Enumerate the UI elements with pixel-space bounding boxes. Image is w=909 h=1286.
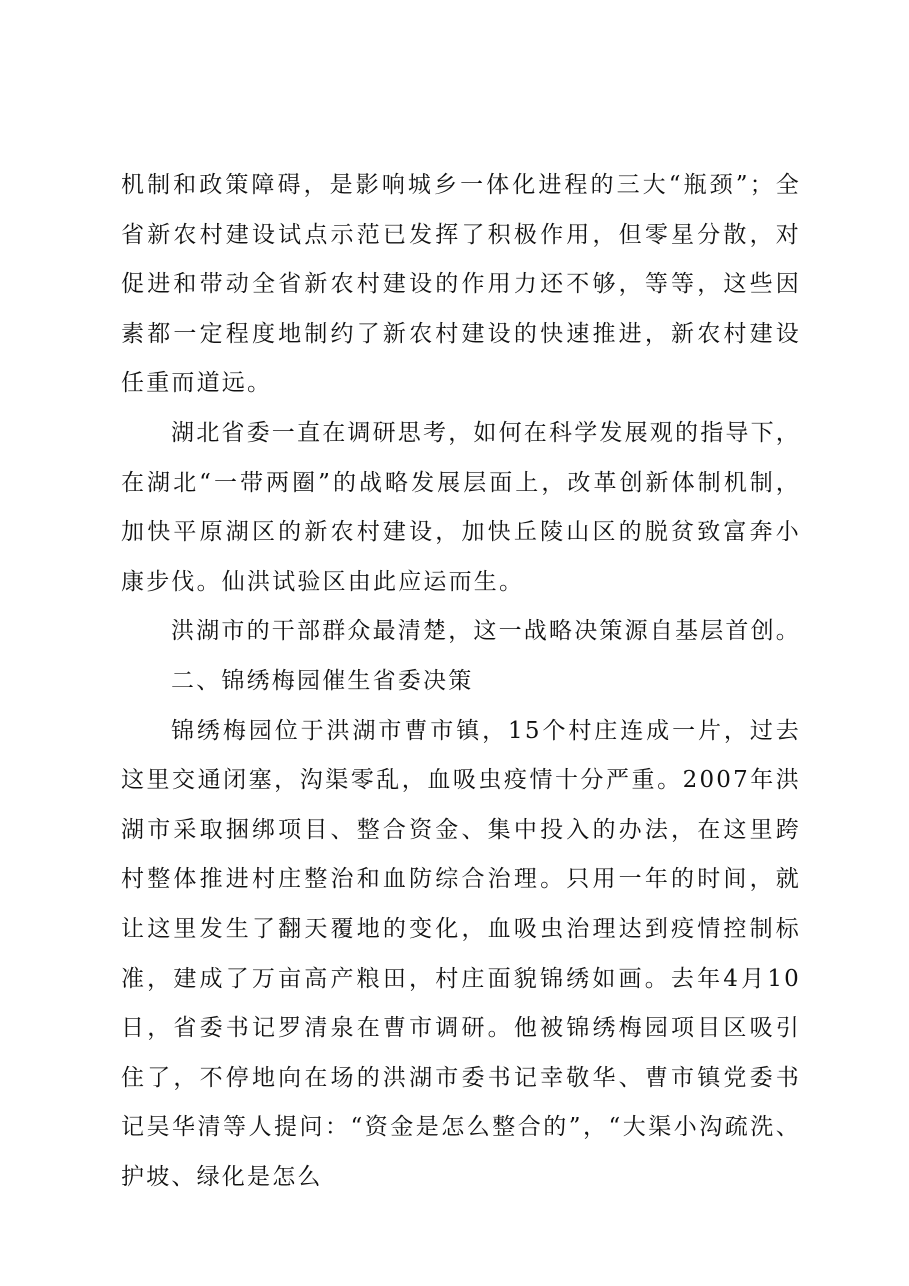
paragraph-5: 锦绣梅园位于洪湖市曹市镇，15个村庄连成一片，过去这里交通闭塞，沟渠零乱，血吸虫疫情十分严重。2007年洪湖市采取捆绑项目、整合资金、集中投入的办法，在这里跨村整体推进村庄整治和血防综合治理。只用一年的时间，就让这里发生了翻天覆地的变化，血吸虫治理达到疫情控制标准，建成了万亩高产粮田，村庄面貌锦绣如画。去年4月10日，省委书记罗清泉在曹市调研。他被锦绣梅园项目区吸引住了，不停地向在场的洪湖市委书记幸敬华、曹市镇党委书记吴华清等人提问：“资金是怎么整合的”，“大渠小沟疏洗、护坡、绿化是怎么: [121, 717, 801, 1190]
paragraph-1: 机制和政策障碍，是影响城乡一体化进程的三大“瓶颈”；全省新农村建设试点示范已发挥了积极作用，但零星分散，对促进和带动全省新农村建设的作用力还不够，等等，这些因素都一定程度地制约了新农村建设的快速推进，新农村建设任重而道远。: [121, 172, 801, 397]
section-heading: 二、锦绣梅园催生省委决策: [171, 667, 474, 694]
paragraph-2: 湖北省委一直在调研思考，如何在科学发展观的指导下，在湖北“一带两圈”的战略发展层面上，改革创新体制机制，加快平原湖区的新农村建设，加快丘陵山区的脱贫致富奔小康步伐。仙洪试验区由此应运而生。: [121, 419, 801, 595]
document-body: [121, 161, 801, 1202]
paragraph-3: 洪湖市的干部群众最清楚，这一战略决策源自基层首创。: [171, 618, 801, 645]
